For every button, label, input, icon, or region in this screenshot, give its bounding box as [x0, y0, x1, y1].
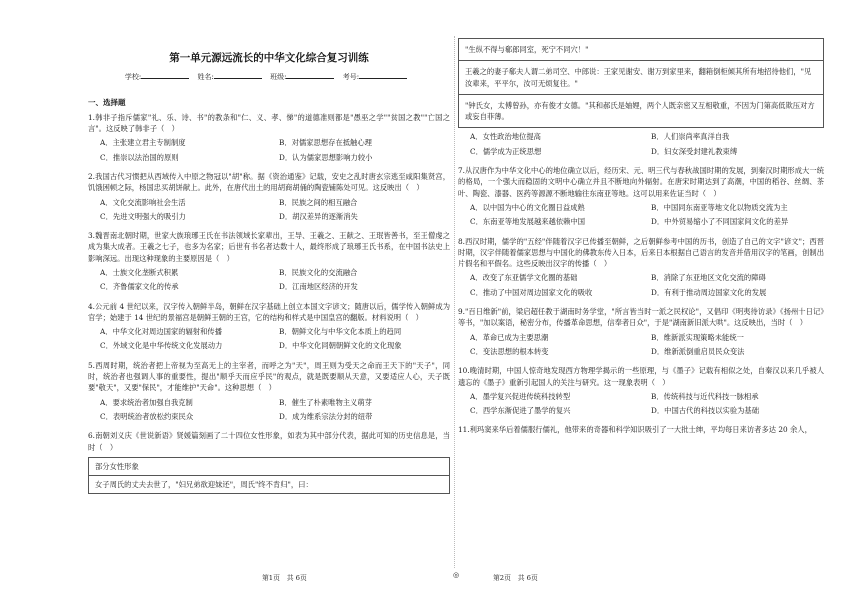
answer-option[interactable]: A．以中国为中心的文化圈日益成熟 [470, 202, 585, 212]
question-body: 利玛窦来华后着儒服行儒礼，他带来的奇器和科学知识吸引了一大批士绅，平均每日来访者多达 20 余人， [469, 425, 812, 435]
school-field[interactable] [141, 71, 189, 79]
table-divider [459, 94, 823, 95]
answer-option[interactable]: C．外域文化是中华传统文化发展动力 [100, 341, 223, 351]
right-column [458, 0, 824, 436]
school-label: 学校: [124, 73, 142, 82]
answer-option[interactable]: A．墨学复兴促进传统科技转型 [470, 391, 571, 401]
exam-number-field[interactable] [359, 71, 407, 79]
question-number: 10. [458, 366, 470, 376]
question-text [458, 236, 824, 270]
answer-options [88, 197, 450, 226]
answer-option[interactable]: C．西学东渐促进了墨学的复兴 [470, 406, 571, 416]
answer-option[interactable]: D．认为儒家思想影响力较小 [279, 152, 373, 162]
question-number: 11. [458, 425, 470, 435]
answer-option[interactable]: B．人们崇尚率真洋自我 [651, 132, 730, 142]
question-body: 从汉唐作为中华文化中心的地位确立以后，经历宋、元、明三代与春秋战国时期的发展，到秦汉时期形成大一统的格局，一个强大而稳固的文明中心确立并且不断地向外辐射。在唐宋时期达到了高潮，中国的稻谷、丝绸、茶叶、陶瓷、漆器、医药等源源不断地输往东南亚等地。这可以用来佐证当时（ ） [458, 166, 824, 198]
table-row: "生纵不得与郗郎同室，死宁不同穴！" [465, 45, 589, 54]
answer-option[interactable]: C．东南亚等地发展越来越依赖中国 [470, 217, 586, 227]
question-number: 5. [88, 360, 95, 370]
answer-option[interactable]: C．推动了中国对周边国家文化的吸收 [470, 287, 593, 297]
answer-option[interactable]: A．文化交流影响社会生活 [100, 197, 186, 207]
name-label: 姓名: [197, 73, 214, 82]
answer-options [458, 332, 824, 361]
answer-options [88, 326, 450, 355]
student-info-line [88, 71, 450, 83]
answer-option[interactable]: D．中外贸易缩小了不同国家间文化的差异 [651, 217, 789, 227]
page-title: 第一单元源远流长的中华文化综合复习训练 [169, 52, 369, 64]
answer-option[interactable]: B．对儒家思想存在抵触心理 [279, 138, 372, 148]
answer-option[interactable]: A．中华文化对周边国家的辐射和传播 [100, 327, 223, 337]
question-number: 7. [458, 166, 465, 176]
exam-number-label: 考号: [342, 73, 360, 82]
answer-option[interactable]: D．江南地区经济的开发 [279, 282, 358, 292]
question-text [88, 430, 450, 453]
class-label: 班级: [270, 73, 287, 82]
answer-options [88, 397, 450, 426]
section-title: 一、选择题 [88, 98, 126, 108]
question-number: 2. [88, 171, 95, 181]
question-text [88, 171, 450, 194]
question-text [458, 365, 824, 388]
answer-option[interactable]: A．要求统治者加强自我克制 [100, 397, 193, 407]
page-divider [454, 36, 455, 568]
answer-option[interactable]: C．表明统治者放松约束民众 [100, 411, 194, 421]
question-text [458, 424, 824, 435]
page-number-left: 第1页 共 6页 [262, 574, 307, 582]
answer-option[interactable]: A．士族文化垄断式积累 [100, 268, 179, 277]
answer-option[interactable]: D．维新派倒重启员民众变法 [651, 346, 745, 356]
question-body: 魏晋南北朝时期，世家大族琅琊王氏在书法领域长家辈出，王导、王羲之、王献之、王珉皆善书，至王僧虔之成为集大成者。王羲之七子，也多为名家；后世有书名者达数十人，最终形成了琅琊王氏书系，在中国书法史上影响深远。出现这种现象的主要原因是（ ） [88, 231, 450, 263]
answer-option[interactable]: B．维新派实现策略未能统一 [651, 332, 744, 342]
question-text [88, 360, 450, 394]
table-header: 部分女性形象 [95, 461, 139, 471]
question-text [88, 230, 450, 264]
question-number: 9. [458, 307, 465, 317]
answer-option[interactable]: B．消除了东亚地区文化交流的障碍 [651, 273, 766, 283]
question-number: 6. [88, 431, 95, 441]
answer-option[interactable]: D．中国古代的科技以实验为基础 [651, 406, 760, 416]
class-field[interactable] [286, 71, 334, 79]
answer-option[interactable]: D．妇女深受封建礼教束缚 [651, 146, 738, 156]
answer-option[interactable]: C．变法思想的根本转变 [470, 346, 549, 356]
answer-option[interactable]: C．推崇以法治国的原则 [100, 152, 179, 162]
question-text [88, 112, 450, 135]
question-body: "百日维新"前，梁启超任教于湖南时务学堂，"所言皆当时一派之民权论"，又倡印《明夷待访录》《扬州十日记》等书，"加以案语，秘密分布，传播革命思想，信奉者日众"，于是"湖南新旧派大哄"。这反映出，当时（ ） [458, 307, 824, 328]
question-body: 南朝刘义庆《世说新语》贤媛篇刻画了二十四位女性形象，如表为其中部分代表，据此可知的历史信息是，当时（ ） [88, 431, 450, 452]
answer-option[interactable]: B．催生了朴素唯物主义萌芽 [279, 397, 372, 407]
question-number: 3. [88, 231, 95, 241]
answer-option[interactable]: D．有利于推动周边国家文化的发展 [651, 287, 767, 297]
answer-option[interactable]: B．民族文化的交流融合 [279, 268, 358, 277]
answer-option[interactable]: A．革命已成为主要思潮 [470, 332, 549, 342]
answer-option[interactable]: C．儒学成为正统思想 [470, 146, 542, 156]
question-text [88, 301, 450, 324]
answer-option[interactable]: A．改变了东亚儒学文化圈的基础 [470, 273, 578, 283]
answer-option[interactable]: B．朝鲜文化与中华文化本质上的趋同 [279, 327, 402, 337]
question-body: 我国古代习惯把从西域传入中原之物冠以"胡"称。据《资治通鉴》记载，安史之乱时唐玄宗逃至咸阳集贤宫，饥饿困顿之际，杨国忠买胡饼献上。此外，在唐代出土的用胡商胡俑的陶瓷铺陈处可见。这反映出（ ） [88, 171, 450, 193]
table-row: 女子周氏的丈夫去世了，"妇兄弟欲迎妹还"，周氏"终不肯归"，曰： [89, 475, 449, 493]
page-number-right: 第2页 共 6页 [493, 574, 538, 582]
question-number: 8. [458, 236, 465, 246]
answer-options [458, 131, 824, 160]
answer-options [88, 137, 450, 166]
question-number: 4. [88, 301, 95, 311]
table-row: "钟氏女，太傅曾孙，亦有俊才女德。"其和郝氏是妯娌，两个人既亲密又互相敬重，不因为门第高低欺压对方或妄自菲薄。 [465, 100, 815, 122]
question-text [458, 165, 824, 199]
women-table-left [88, 457, 450, 495]
question-list-left [88, 112, 450, 453]
question-body: 西周时期，统治者把上帝视为至高无上的主宰者，而呼之为"天"，周王则为受天之命而王天下的"天子"，同时，统治者也强调人事的重要性，提出"顺乎天而应乎民"的观点，就是既要顺从天意，又要适应人心，天子既要"敬天"，又要"保民"，才能维护"天命"。这种思想（ ） [88, 360, 450, 393]
question-body: 西汉时期，儒学的"五经"伴随着汉字已传播至朝鲜，之后朝鲜参考中国的历书，创造了自己的文字"谚文"；西晋时期，汉字伴随着儒家思想与中国化的佛教东传入日本，后来日本根据自己语言的发音并借用汉字的笔画，创制出片假名和平假名。这些反映出汉字的传播（ ） [458, 236, 824, 269]
question-number: 1. [88, 112, 95, 122]
answer-options [458, 202, 824, 231]
answer-option[interactable]: D．成为维系宗法分封的纽带 [279, 411, 373, 421]
binding-mark-icon: ◎ [453, 571, 460, 579]
answer-option[interactable]: D．胡汉差异的逐渐消失 [279, 211, 358, 221]
answer-option[interactable]: B．传统科技与近代科技一脉相承 [651, 391, 759, 401]
question-list-right [458, 131, 824, 435]
answer-option[interactable]: C．齐鲁儒家文化的传承 [100, 282, 179, 292]
question-text [458, 306, 824, 329]
question-body: 公元前 4 世纪以来，汉字传入朝鲜半岛，朝鲜在汉字基础上创立本国文字谚文；随唐以后，儒学传入朝鲜成为官学；始建于 14 世纪的景福宫是朝鲜王朝的王宫，它的结构和样式是中国皇宫的翻版。材料说明（ ） [88, 301, 450, 322]
answer-options [88, 267, 450, 296]
table-row: 王羲之的妻子郗夫人谓二弟司空、中郎说：王家见谢安、谢万到家里来，翻箱倒柜倾其所有地招待他们，"见汝辈来，平平尔，汝可无烦复往。" [465, 67, 812, 88]
left-column [88, 0, 450, 498]
answer-option[interactable]: A．女性政治地位提高 [470, 132, 541, 142]
answer-option[interactable]: A．主张建立君主专制制度 [100, 138, 186, 148]
answer-options [458, 272, 824, 301]
table-divider [459, 60, 823, 61]
answer-options [458, 391, 824, 420]
question-body: 韩非子指斥儒家"礼、乐、诗、书"的教条和"仁、义、孝、悌"的道德准则都是"愚巫之学""贫国之教""亡国之言"。这反映了韩非子（ ） [88, 112, 450, 134]
name-field[interactable] [214, 71, 262, 79]
women-table-right [458, 38, 824, 128]
answer-option[interactable]: D．中华文化同朝朝鲜文化的文化现象 [279, 341, 402, 351]
answer-option[interactable]: C．先进文明强大的吸引力 [100, 211, 186, 221]
answer-option[interactable]: B．民族之间的相互融合 [279, 197, 358, 207]
question-body: 晚清时期，中国人惊奇地发现西方物理学揭示的一些原理，与《墨子》记载有相似之处，自秦汉以来几乎被人遗忘的《墨子》重新引起国人的关注与研究。这一现象表明（ ） [458, 366, 824, 387]
answer-option[interactable]: B．中国同东南亚等地文化以物质交流为主 [651, 202, 788, 212]
